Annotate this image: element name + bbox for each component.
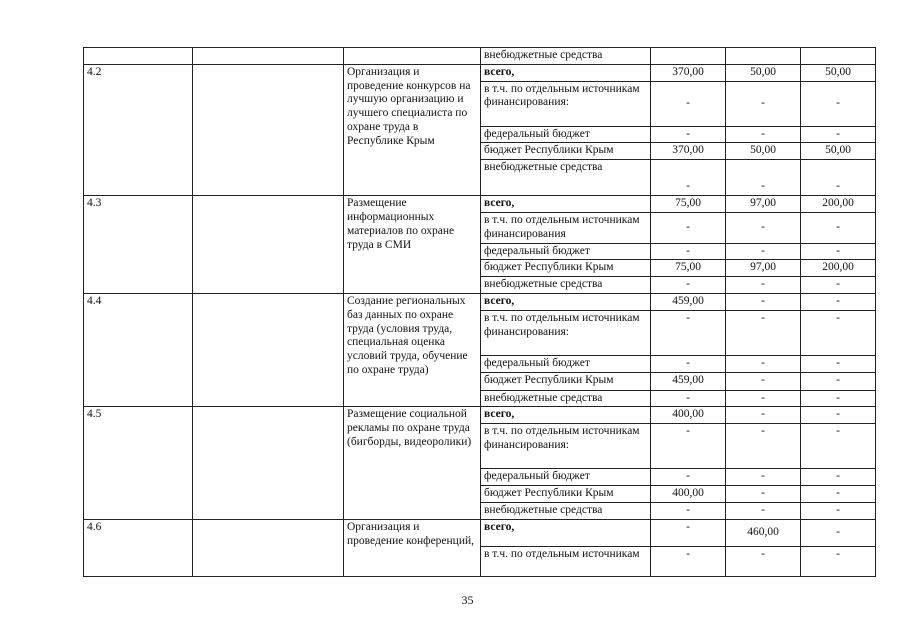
table-row: [84, 196, 876, 213]
value-year-3: -: [801, 390, 876, 407]
value-year-2: 97,00: [726, 196, 801, 213]
value-year-3: -: [801, 485, 876, 502]
table-row: [84, 519, 876, 546]
value-year-3: -: [801, 310, 876, 355]
value-year-2: -: [726, 502, 801, 519]
item-number: 4.4: [84, 293, 193, 406]
value-year-2: -: [726, 469, 801, 486]
value-cell: [801, 48, 876, 65]
source-label: внебюджетные средства: [481, 390, 651, 407]
value-year-3: -: [801, 212, 876, 243]
item-number: 4.5: [84, 407, 193, 520]
value-year-2: -: [726, 126, 801, 143]
value-year-3: -: [801, 469, 876, 486]
source-label: всего,: [481, 519, 651, 546]
value-year-2: -: [726, 277, 801, 294]
empty-cell: [193, 519, 344, 576]
value-year-3: -: [801, 372, 876, 390]
source-label: бюджет Республики Крым: [481, 372, 651, 390]
value-year-2: 460,00: [726, 519, 801, 546]
value-year-3: -: [801, 355, 876, 372]
value-cell: [726, 48, 801, 65]
value-year-3: -: [801, 243, 876, 260]
source-label: всего,: [481, 293, 651, 310]
value-year-2: -: [726, 243, 801, 260]
source-label: федеральный бюджет: [481, 243, 651, 260]
value-year-3: 50,00: [801, 143, 876, 160]
value-year-1: -: [651, 424, 726, 469]
value-year-3: -: [801, 277, 876, 294]
value-cell: [651, 48, 726, 65]
value-year-2: -: [726, 81, 801, 126]
value-year-1: -: [651, 160, 726, 196]
source-label: всего,: [481, 64, 651, 81]
value-year-2: -: [726, 160, 801, 196]
empty-cell: [193, 196, 344, 294]
value-year-1: 75,00: [651, 196, 726, 213]
value-year-3: 200,00: [801, 260, 876, 277]
value-year-1: -: [651, 212, 726, 243]
value-year-2: -: [726, 546, 801, 576]
value-year-3: -: [801, 407, 876, 424]
value-year-1: 400,00: [651, 485, 726, 502]
funding-table: [83, 47, 876, 577]
source-label: федеральный бюджет: [481, 355, 651, 372]
value-year-2: 50,00: [726, 143, 801, 160]
item-description: Размещение информационных материалов по охране труда в СМИ: [344, 196, 481, 294]
source-label: федеральный бюджет: [481, 126, 651, 143]
source-label: всего,: [481, 196, 651, 213]
source-label: внебюджетные средства: [481, 502, 651, 519]
value-year-2: 50,00: [726, 64, 801, 81]
value-year-1: -: [651, 277, 726, 294]
value-year-1: -: [651, 546, 726, 576]
source-cell: внебюджетные средства: [481, 48, 651, 65]
source-label: бюджет Республики Крым: [481, 260, 651, 277]
value-year-2: 97,00: [726, 260, 801, 277]
source-label: в т.ч. по отдельным источникам финансирования:: [481, 424, 651, 469]
value-year-1: -: [651, 310, 726, 355]
value-year-1: 370,00: [651, 143, 726, 160]
item-number: 4.3: [84, 196, 193, 294]
value-year-1: 459,00: [651, 293, 726, 310]
value-year-3: -: [801, 81, 876, 126]
value-year-1: -: [651, 81, 726, 126]
value-year-1: -: [651, 126, 726, 143]
value-year-3: -: [801, 519, 876, 546]
value-year-2: -: [726, 485, 801, 502]
empty-cell: [193, 64, 344, 195]
value-year-3: -: [801, 293, 876, 310]
value-year-3: -: [801, 160, 876, 196]
source-label: внебюджетные средства: [481, 277, 651, 294]
value-year-1: -: [651, 355, 726, 372]
value-year-1: 400,00: [651, 407, 726, 424]
item-description: Размещение социальной рекламы по охране труда (бигборды, видеоролики): [344, 407, 481, 520]
source-label: всего,: [481, 407, 651, 424]
item-description: Создание региональных баз данных по охране труда (условия труда, специальная оценка условий труда, обучение по охране труда): [344, 293, 481, 406]
number-cell: [84, 48, 193, 65]
table-row: [84, 64, 876, 81]
value-year-2: -: [726, 390, 801, 407]
value-year-2: -: [726, 212, 801, 243]
value-year-2: -: [726, 372, 801, 390]
value-year-3: -: [801, 126, 876, 143]
empty-cell: [193, 293, 344, 406]
value-year-1: -: [651, 469, 726, 486]
value-year-1: -: [651, 502, 726, 519]
item-description: Организация и проведение конкурсов на лучшую организацию и лучшего специалиста по охране труда в Республике Крым: [344, 64, 481, 195]
item-description: Организация и проведение конференций,: [344, 519, 481, 576]
source-label: внебюджетные средства: [481, 160, 651, 196]
continuation-row: [84, 48, 876, 65]
value-year-1: -: [651, 390, 726, 407]
value-year-3: -: [801, 424, 876, 469]
empty-cell: [193, 48, 344, 65]
empty-cell: [193, 407, 344, 520]
value-year-1: 370,00: [651, 64, 726, 81]
source-label: в т.ч. по отдельным источникам финансирования: [481, 212, 651, 243]
value-year-1: -: [651, 519, 726, 546]
source-label: в т.ч. по отдельным источникам: [481, 546, 651, 576]
value-year-3: -: [801, 502, 876, 519]
table-row: [84, 293, 876, 310]
table-row: [84, 407, 876, 424]
value-year-2: -: [726, 293, 801, 310]
page-number: 35: [461, 593, 474, 607]
value-year-2: -: [726, 424, 801, 469]
value-year-3: 200,00: [801, 196, 876, 213]
value-year-1: 75,00: [651, 260, 726, 277]
value-year-2: -: [726, 407, 801, 424]
item-number: 4.6: [84, 519, 193, 576]
source-label: бюджет Республики Крым: [481, 143, 651, 160]
description-cell: [344, 48, 481, 65]
source-label: в т.ч. по отдельным источникам финансирования:: [481, 81, 651, 126]
value-year-2: -: [726, 355, 801, 372]
source-label: федеральный бюджет: [481, 469, 651, 486]
item-number: 4.2: [84, 64, 193, 195]
source-label: бюджет Республики Крым: [481, 485, 651, 502]
source-label: в т.ч. по отдельным источникам финансирования:: [481, 310, 651, 355]
value-year-1: -: [651, 243, 726, 260]
value-year-3: 50,00: [801, 64, 876, 81]
value-year-2: -: [726, 310, 801, 355]
value-year-1: 459,00: [651, 372, 726, 390]
value-year-3: -: [801, 546, 876, 576]
